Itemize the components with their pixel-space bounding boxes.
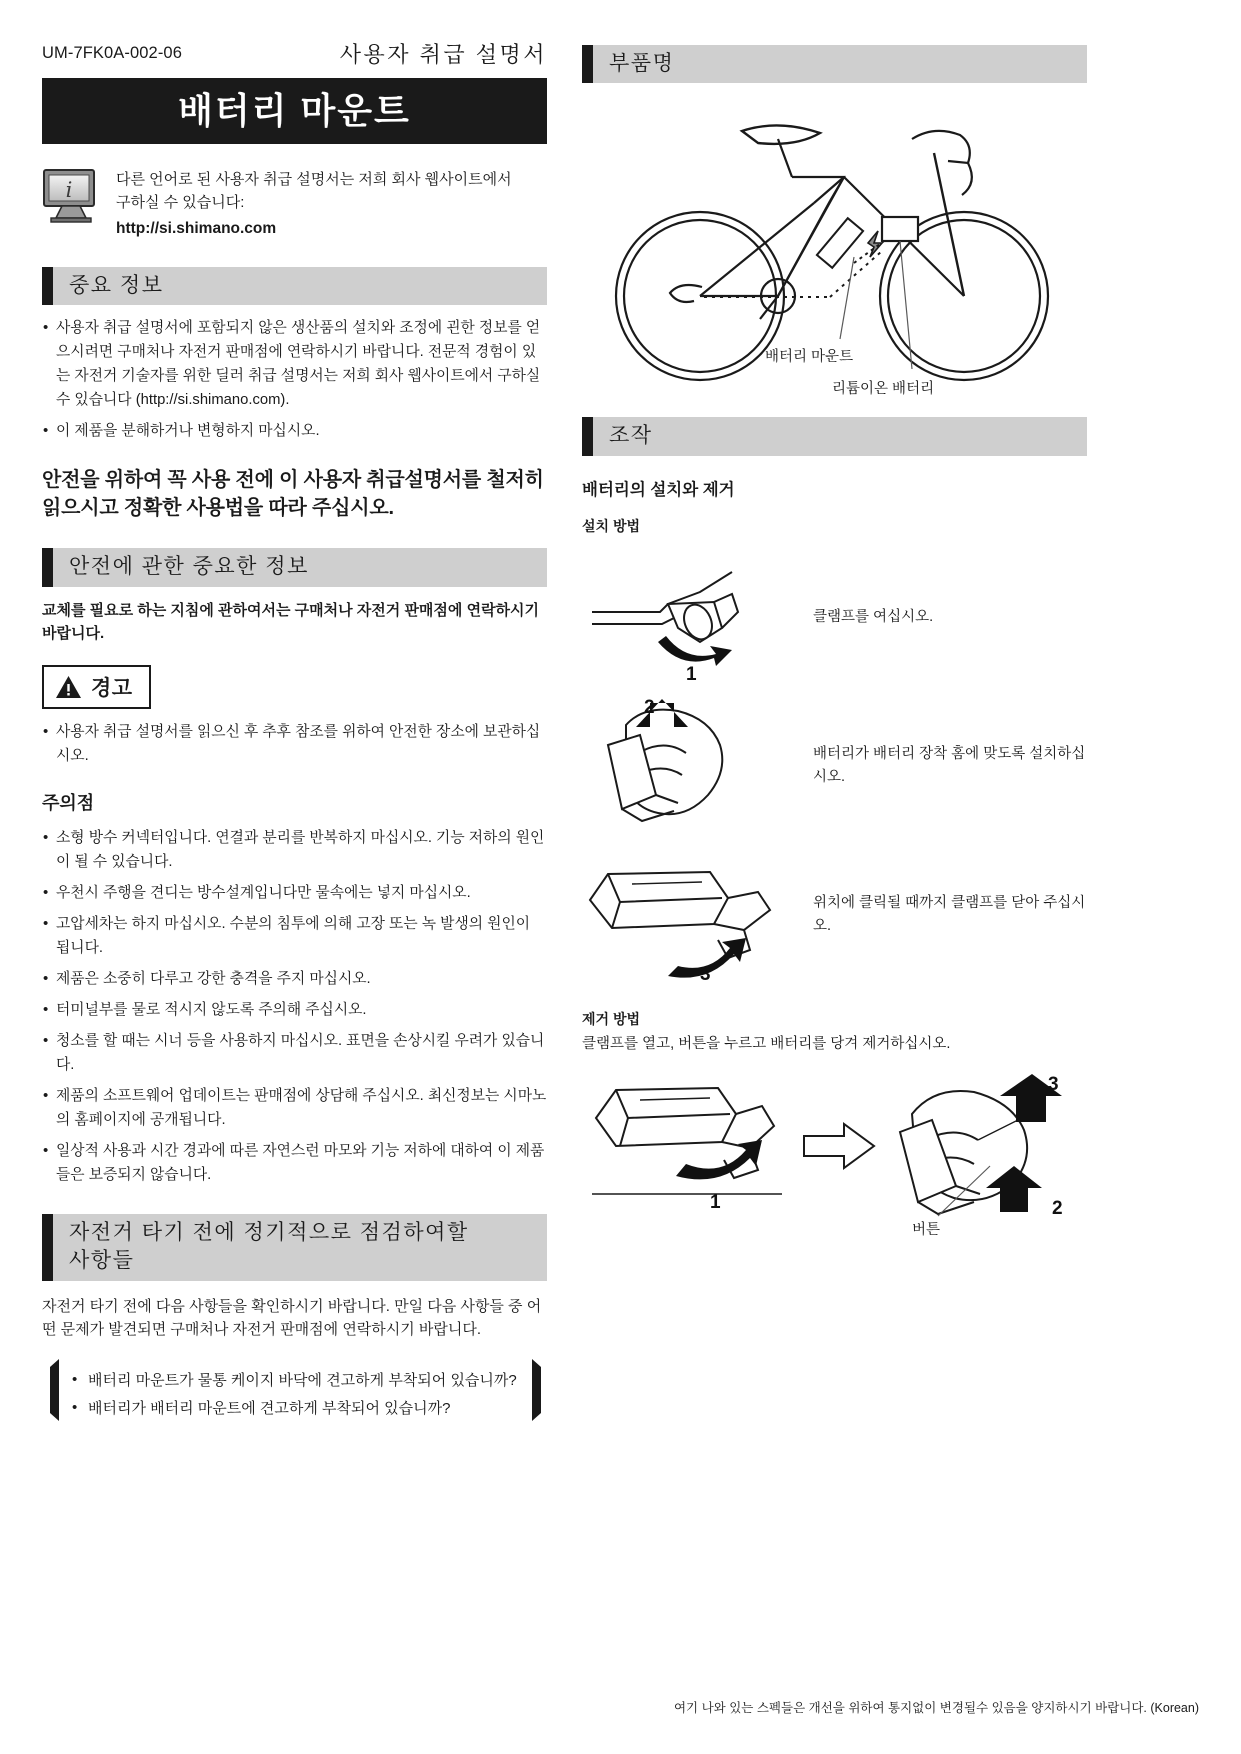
info-line-2: 구하실 수 있습니다: — [116, 194, 245, 212]
warning-triangle-icon — [55, 675, 82, 699]
list-item: • 사용자 취급 설명서를 읽으신 후 추후 참조를 위하여 안전한 장소에 보관하십시오. — [42, 721, 547, 769]
footer-note: 여기 나와 있는 스펙들은 개선을 위하여 통지없이 변경될수 있음을 양지하시기 바랍니다. (Korean) — [673, 1701, 1199, 1715]
install-step-3 — [582, 848, 1087, 983]
install-step-1 — [582, 550, 1087, 685]
arrow-right-icon — [804, 1124, 874, 1168]
document-header — [42, 40, 547, 74]
step-number-2: 2 — [644, 698, 655, 718]
section-marker — [582, 417, 593, 455]
safety-replacement-note: 교체를 필요로 하는 지침에 관하여서는 구매처나 자전거 판매점에 연락하시기 바랍니다. — [42, 601, 540, 643]
list-item: • 배터리 마운트가 물통 케이지 바닥에 견고하게 부착되어 있습니까? — [72, 1369, 547, 1393]
label-lithium-ion-battery: 리튬이온 배터리 — [832, 381, 935, 398]
section-important-info-label: 중요 정보 — [69, 273, 164, 297]
website-info — [42, 166, 547, 241]
section-important-info — [42, 267, 547, 305]
pre-ride-checklist — [42, 1359, 547, 1431]
list-item: • 고압세차는 하지 마십시오. 수분의 침투에 의해 고장 또는 녹 발생의 원인이 됩니다. — [42, 913, 547, 961]
checklist-items — [72, 1369, 547, 1421]
removal-diagram — [582, 1066, 1087, 1251]
shimano-url[interactable]: http://si.shimano.com — [116, 219, 277, 237]
list-item: • 일상적 사용과 시간 경과에 따른 자연스런 마모와 기능 저하에 대하여 이 제품들은 보증되지 않습니다. — [42, 1140, 547, 1188]
document-type: 사용자 취급 설명서 — [339, 42, 547, 67]
section-parts-name-label: 부품명 — [609, 52, 675, 75]
list-item: • 제품의 소프트웨어 업데이트는 판매점에 상담해 주십시오. 최신정보는 시마노의 홈페이지에 공개됩니다. — [42, 1085, 547, 1133]
section-pre-ride-check — [42, 1214, 547, 1281]
list-item: • 소형 방수 커넥터입니다. 연결과 분리를 반복하지 마십시오. 기능 저하의 원인이 될 수 있습니다. — [42, 827, 547, 875]
section-safety-info — [42, 548, 547, 586]
list-item: • 터미널부를 물로 적시지 않도록 주의해 주십시오. — [42, 999, 547, 1023]
list-item: • 이 제품을 분해하거나 변형하지 마십시오. — [42, 420, 547, 444]
section-parts-name — [582, 45, 1087, 83]
removal-step-number-3: 3 — [1048, 1073, 1059, 1095]
list-item: • 우천시 주행을 견디는 방수설계입니다만 물속에는 넣지 마십시오. — [42, 882, 547, 906]
section-operation — [582, 417, 1087, 455]
section-safety-info-label: 안전에 관한 중요한 정보 — [69, 555, 309, 579]
install-step-3-illustration — [582, 848, 807, 983]
website-info-text — [116, 166, 512, 241]
remove-method-heading: 제거 방법 — [582, 1010, 640, 1027]
pre-ride-intro: 자전거 타기 전에 다음 사항들을 확인하시기 바랍니다. 만일 다음 사항들 중 어떤 문제가 발견되면 구매처나 자전거 판매점에 연락하시기 바랍니다. — [42, 1297, 542, 1338]
important-info-bullets — [42, 317, 547, 444]
step-number-3: 3 — [700, 963, 711, 983]
install-step-2 — [582, 699, 1087, 834]
section-marker — [582, 45, 593, 83]
remove-method-text: 클램프를 열고, 버튼을 누르고 배터리를 당겨 제거하십시오. — [582, 1035, 951, 1052]
section-marker — [42, 1214, 53, 1281]
safety-bold-note: 안전을 위하여 꼭 사용 전에 이 사용자 취급설명서를 철저히 읽으시고 정확한 사용법을 따라 주십시오. — [42, 468, 544, 520]
section-operation-label: 조작 — [609, 424, 653, 448]
removal-step-number-2: 2 — [1052, 1197, 1063, 1219]
bracket-left-icon — [48, 1359, 60, 1431]
right-column — [582, 45, 1087, 1251]
left-column — [42, 40, 547, 1431]
info-line-1: 다른 언어로 된 사용자 취급 설명서는 저희 회사 웹사이트에서 — [116, 171, 512, 188]
caution-bullets — [42, 827, 547, 1188]
list-item: • 청소를 할 때는 시너 등을 사용하지 마십시오. 표면을 손상시킬 우려가 있습니다. — [42, 1030, 547, 1078]
removal-step-number-1: 1 — [710, 1191, 721, 1213]
install-step-2-illustration — [582, 699, 807, 834]
warning-badge — [42, 665, 151, 709]
install-method-heading: 설치 방법 — [582, 517, 640, 534]
warning-bullets — [42, 721, 547, 769]
step-number-1: 1 — [686, 663, 697, 685]
install-step-3-caption: 위치에 클릭될 때까지 클램프를 닫아 주십시오. — [813, 895, 1086, 935]
monitor-info-icon — [42, 166, 104, 224]
svg-text:i: i — [65, 178, 73, 202]
page-title: 배터리 마운트 — [42, 78, 547, 144]
caution-heading: 주의점 — [42, 793, 95, 814]
list-item: • 제품은 소중히 다루고 강한 충격을 주지 마십시오. — [42, 968, 547, 992]
document-code: UM-7FK0A-002-06 — [42, 44, 182, 62]
list-item: • 사용자 취급 설명서에 포함되지 않은 생산품의 설치와 조정에 괸한 정보를 얻으시려면 구매처나 자전거 판매점에 연락하시기 바랍니다. 전문적 경험이 있는 자전거 기술자를 위한 딜러 취급 설명서는 저희 회사 웹사이트에서 구하실 수 있습니다 (http://si.shimano.com). — [42, 317, 547, 413]
pre-ride-heading-line-1: 자전거 타기 전에 정기적으로 점검하여할 — [69, 1220, 469, 1244]
warning-label: 경고 — [91, 677, 133, 701]
bicycle-diagram — [582, 91, 1087, 398]
list-item: • 배터리가 배터리 마운트에 견고하게 부착되어 있습니까? — [72, 1397, 547, 1421]
section-marker — [42, 267, 53, 305]
section-pre-ride-check-label — [53, 1214, 469, 1281]
install-step-1-caption: 클램프를 여십시오. — [813, 608, 934, 625]
label-button: 버튼 — [912, 1221, 941, 1238]
pre-ride-heading-line-2: 사항들 — [69, 1249, 135, 1273]
operation-title: 배터리의 설치와 제거 — [582, 480, 735, 499]
install-step-2-caption: 배터리가 배터리 장착 홈에 맞도록 설치하십시오. — [813, 746, 1086, 786]
install-step-1-illustration — [582, 550, 807, 685]
label-battery-mount: 배터리 마운트 — [765, 349, 854, 366]
section-marker — [42, 548, 53, 586]
